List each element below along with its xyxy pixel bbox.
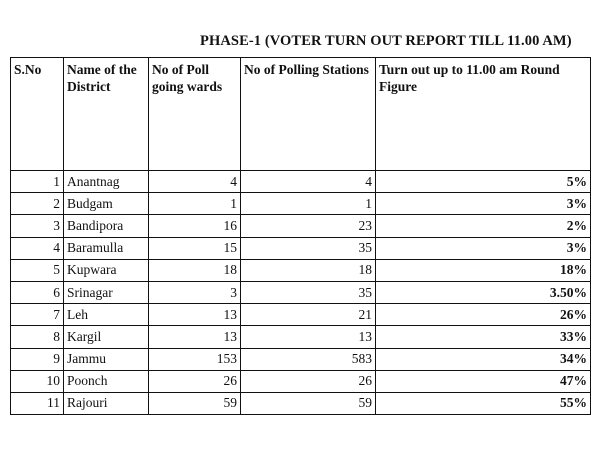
cell-wards: 26	[149, 370, 241, 392]
cell-wards: 4	[149, 171, 241, 193]
table-row	[11, 259, 591, 281]
table-row	[11, 370, 591, 392]
cell-stations: 18	[241, 259, 376, 281]
table-header-row	[11, 58, 591, 171]
cell-stations: 583	[241, 348, 376, 370]
cell-district: Srinagar	[64, 281, 149, 303]
cell-wards: 18	[149, 259, 241, 281]
cell-district: Leh	[64, 304, 149, 326]
table-row	[11, 392, 591, 414]
cell-wards: 16	[149, 215, 241, 237]
cell-district: Kargil	[64, 326, 149, 348]
table-row	[11, 237, 591, 259]
cell-wards: 59	[149, 392, 241, 414]
cell-turnout: 47%	[376, 370, 591, 392]
cell-sno: 10	[11, 370, 64, 392]
table-row	[11, 215, 591, 237]
cell-turnout: 3%	[376, 237, 591, 259]
cell-stations: 4	[241, 171, 376, 193]
cell-district: Baramulla	[64, 237, 149, 259]
cell-turnout: 34%	[376, 348, 591, 370]
cell-turnout: 3%	[376, 193, 591, 215]
cell-district: Anantnag	[64, 171, 149, 193]
table-row	[11, 281, 591, 303]
cell-stations: 13	[241, 326, 376, 348]
table-row	[11, 326, 591, 348]
cell-sno: 3	[11, 215, 64, 237]
header-district: Name of the District	[64, 58, 149, 171]
table-row	[11, 304, 591, 326]
cell-turnout: 33%	[376, 326, 591, 348]
cell-turnout: 5%	[376, 171, 591, 193]
cell-turnout: 3.50%	[376, 281, 591, 303]
cell-sno: 5	[11, 259, 64, 281]
cell-stations: 59	[241, 392, 376, 414]
cell-sno: 7	[11, 304, 64, 326]
header-sno: S.No	[11, 58, 64, 171]
cell-turnout: 18%	[376, 259, 591, 281]
cell-stations: 23	[241, 215, 376, 237]
cell-sno: 11	[11, 392, 64, 414]
table-row	[11, 193, 591, 215]
cell-sno: 6	[11, 281, 64, 303]
cell-stations: 35	[241, 281, 376, 303]
cell-stations: 21	[241, 304, 376, 326]
cell-stations: 35	[241, 237, 376, 259]
cell-turnout: 26%	[376, 304, 591, 326]
cell-district: Bandipora	[64, 215, 149, 237]
cell-district: Jammu	[64, 348, 149, 370]
cell-district: Budgam	[64, 193, 149, 215]
cell-district: Kupwara	[64, 259, 149, 281]
cell-wards: 153	[149, 348, 241, 370]
cell-sno: 8	[11, 326, 64, 348]
cell-sno: 1	[11, 171, 64, 193]
table-row	[11, 171, 591, 193]
turnout-table	[10, 57, 591, 415]
header-wards: No of Poll going wards	[149, 58, 241, 171]
cell-turnout: 2%	[376, 215, 591, 237]
cell-wards: 15	[149, 237, 241, 259]
cell-sno: 9	[11, 348, 64, 370]
cell-wards: 3	[149, 281, 241, 303]
cell-sno: 2	[11, 193, 64, 215]
cell-district: Rajouri	[64, 392, 149, 414]
cell-sno: 4	[11, 237, 64, 259]
cell-stations: 1	[241, 193, 376, 215]
cell-wards: 13	[149, 326, 241, 348]
header-stations: No of Polling Stations	[241, 58, 376, 171]
header-turnout: Turn out up to 11.00 am Round Figure	[376, 58, 591, 171]
cell-stations: 26	[241, 370, 376, 392]
cell-turnout: 55%	[376, 392, 591, 414]
table-row	[11, 348, 591, 370]
cell-wards: 1	[149, 193, 241, 215]
report-title: PHASE-1 (VOTER TURN OUT REPORT TILL 11.00 AM)	[200, 33, 572, 49]
cell-wards: 13	[149, 304, 241, 326]
cell-district: Poonch	[64, 370, 149, 392]
